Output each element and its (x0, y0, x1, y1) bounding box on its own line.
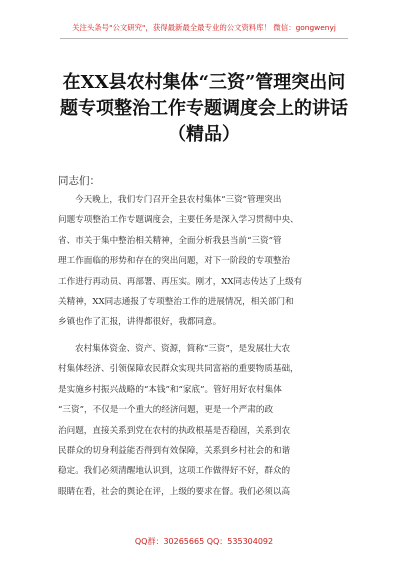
paragraph-line: 治问题，直接关系到党在农村的执政根基是否稳固，关系到农 (58, 425, 291, 436)
paragraph-line: 村集体经济、引领保障农民群众实现共同富裕的重要物质基础， (58, 364, 299, 375)
paragraph-line: 省、市关于集中整治相关精神，全面分析我县当前“三资”管 (58, 235, 282, 246)
header-banner: 关注头条号"公文研究"，获得最新最全最专业的公文资料库！ 微信：gongwenyj (72, 23, 336, 32)
header-divider (60, 38, 348, 39)
title-line-2: 题专项整治工作专题调度会上的讲话 (60, 98, 348, 119)
title-line-3: （精品） (168, 124, 240, 145)
paragraph-line: 今天晚上，我们专门召开全县农村集体“三资”管理突出 (75, 195, 282, 205)
paragraph-line: 关精神，XX同志通报了专项整治工作的进展情况，相关部门和 (58, 296, 294, 307)
salutation: 同志们： (58, 175, 100, 187)
paragraph-line: “三资”，不仅是一个重大的经济问题，更是一个严肃的政 (58, 405, 274, 416)
paragraph-line: 问题专项整治工作专题调度会，主要任务是深入学习贯彻中央、 (58, 215, 299, 226)
paragraph-line: 是实施乡村振兴战略的“本钱”和“家底”。管好用好农村集体 (58, 384, 282, 395)
footer-contact: QQ群：30265665 QQ：535304092 (134, 537, 274, 546)
document-title (40, 70, 368, 148)
paragraph-2 (58, 339, 358, 502)
paragraph-line: 乡镇也作了汇报，讲得都很好，我都同意。 (58, 317, 222, 328)
title-line-1: 在XX县农村集体“三资”管理突出问 (62, 72, 346, 93)
paragraph-line: 稳定。我们必须清醒地认识到，这项工作做得好不好，群众的 (58, 466, 291, 477)
paragraph-line: 农村集体资金、资产、资源，简称“三资”，是发展壮大农 (75, 344, 291, 354)
paragraph-line: 眼睛在看，社会的舆论在评，上级的要求在督。我们必须以高 (58, 486, 291, 497)
paragraph-line: 理工作面临的形势和存在的突出问题，对下一阶段的专项整治 (58, 256, 291, 267)
paragraph-1 (58, 190, 358, 333)
paragraph-line: 民群众的切身利益能否得到有效保障，关系到乡村社会的和谐 (58, 445, 291, 456)
paragraph-line: 工作进行再动员、再部署、再压实。刚才，XX同志传达了上级有 (58, 276, 303, 287)
